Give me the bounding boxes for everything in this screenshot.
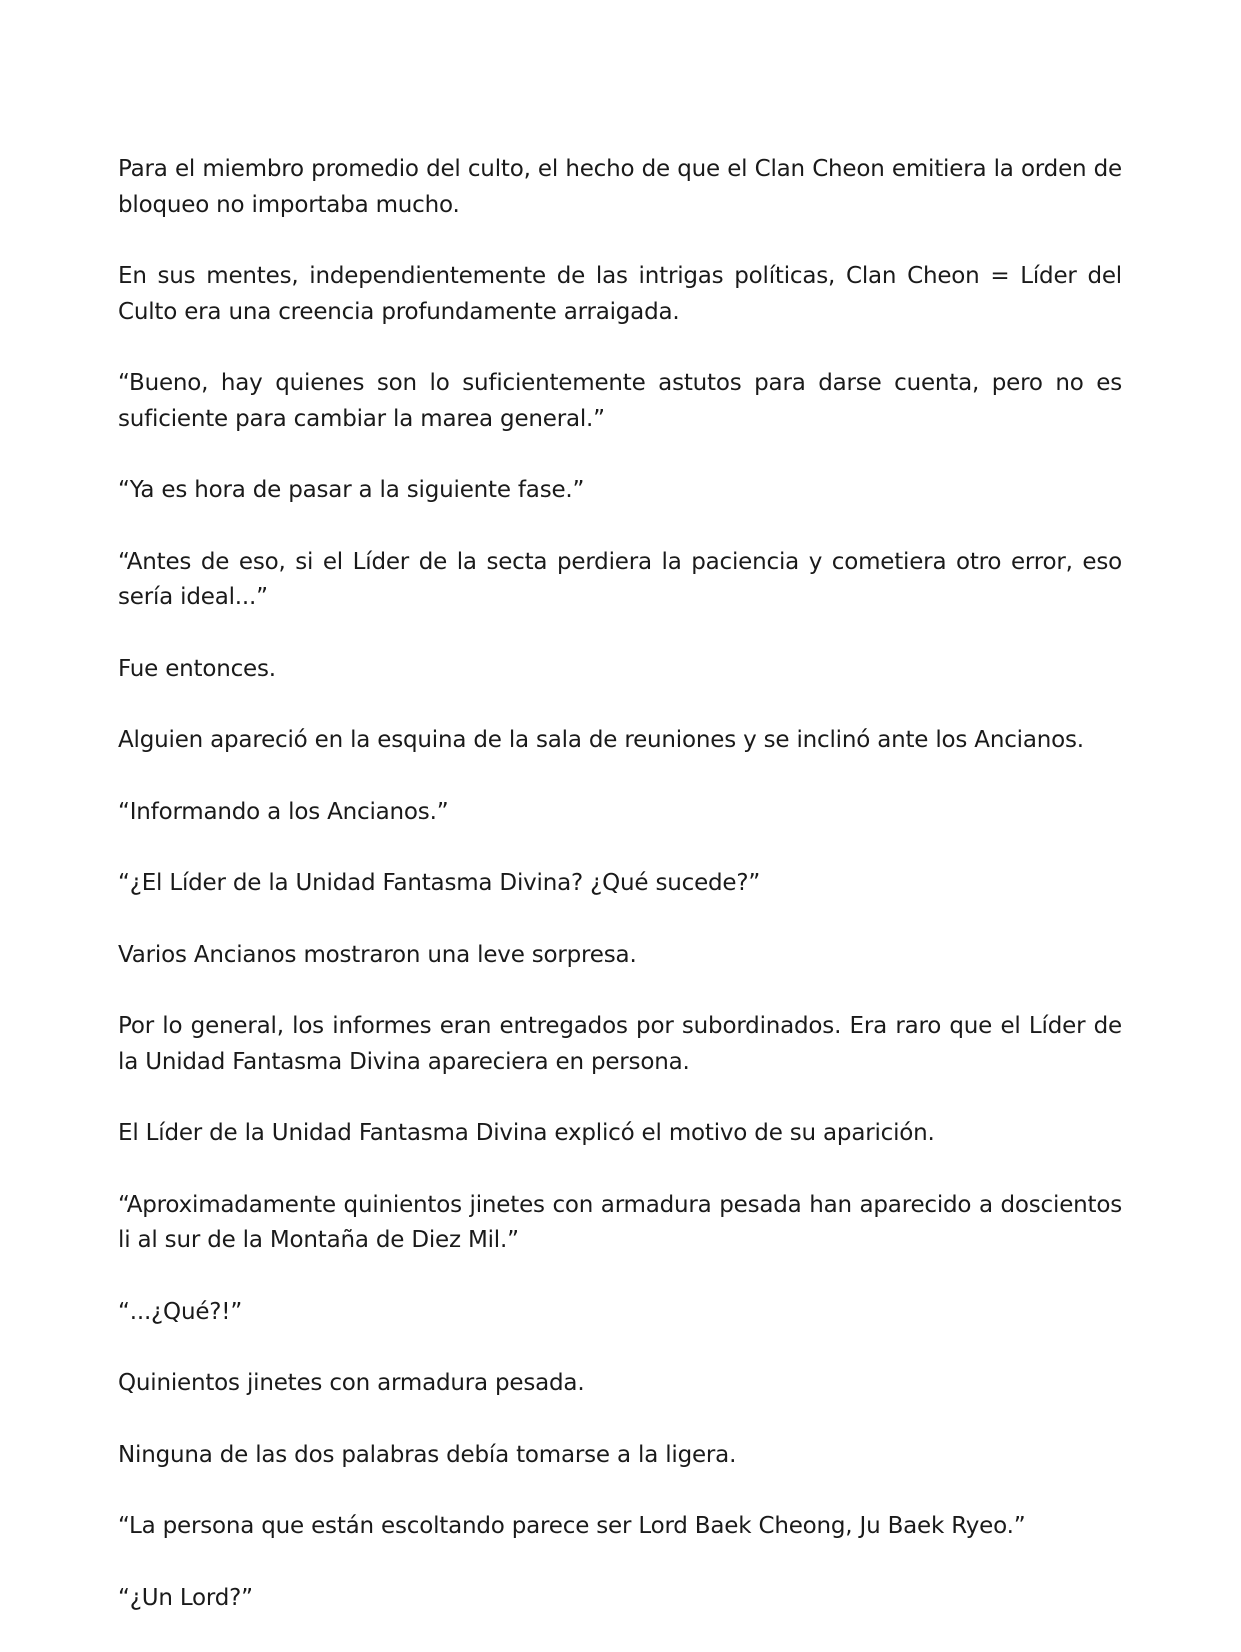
paragraph: Alguien apareció en la esquina de la sala de reuniones y se inclinó ante los Ancianos.: [118, 727, 1084, 753]
paragraph: Por lo general, los informes eran entregados por subordinados. Era raro que el Líder de la Unidad Fantasma Divina apareciera en persona.: [118, 1013, 1122, 1075]
body-text: [118, 152, 1122, 1652]
paragraph: “Antes de eso, si el Líder de la secta perdiera la paciencia y cometiera otro error, eso sería ideal...”: [118, 548, 1122, 610]
paragraph: En sus mentes, independientemente de las intrigas políticas, Clan Cheon = Líder del Culto era una creencia profundamente arraigada.: [118, 263, 1122, 325]
paragraph: “La persona que están escoltando parece ser Lord Baek Cheong, Ju Baek Ryeo.”: [118, 1513, 1026, 1539]
paragraph: Fue entonces.: [118, 655, 276, 682]
paragraph: “Ya es hora de pasar a la siguiente fase.”: [118, 477, 585, 503]
paragraph: “Informando a los Ancianos.”: [118, 798, 449, 825]
paragraph: El Líder de la Unidad Fantasma Divina explicó el motivo de su aparición.: [118, 1120, 935, 1146]
paragraph: “Aproximadamente quinientos jinetes con armadura pesada han aparecido a doscientos li al sur de la Montaña de Diez Mil.”: [118, 1191, 1122, 1253]
paragraph: “...¿Qué?!”: [118, 1298, 243, 1325]
paragraph: “¿El Líder de la Unidad Fantasma Divina? ¿Qué sucede?”: [118, 870, 761, 896]
paragraph: Ninguna de las dos palabras debía tomarse a la ligera.: [118, 1441, 737, 1468]
paragraph: “¿Un Lord?”: [118, 1584, 253, 1611]
paragraph: Quinientos jinetes con armadura pesada.: [118, 1370, 585, 1396]
paragraph: Para el miembro promedio del culto, el hecho de que el Clan Cheon emitiera la orden de bloqueo no importaba mucho.: [118, 156, 1122, 218]
paragraph: “Bueno, hay quienes son lo suficientemente astutos para darse cuenta, pero no es suficiente para cambiar la marea general.”: [118, 370, 1122, 432]
paragraph: Varios Ancianos mostraron una leve sorpresa.: [118, 941, 637, 968]
